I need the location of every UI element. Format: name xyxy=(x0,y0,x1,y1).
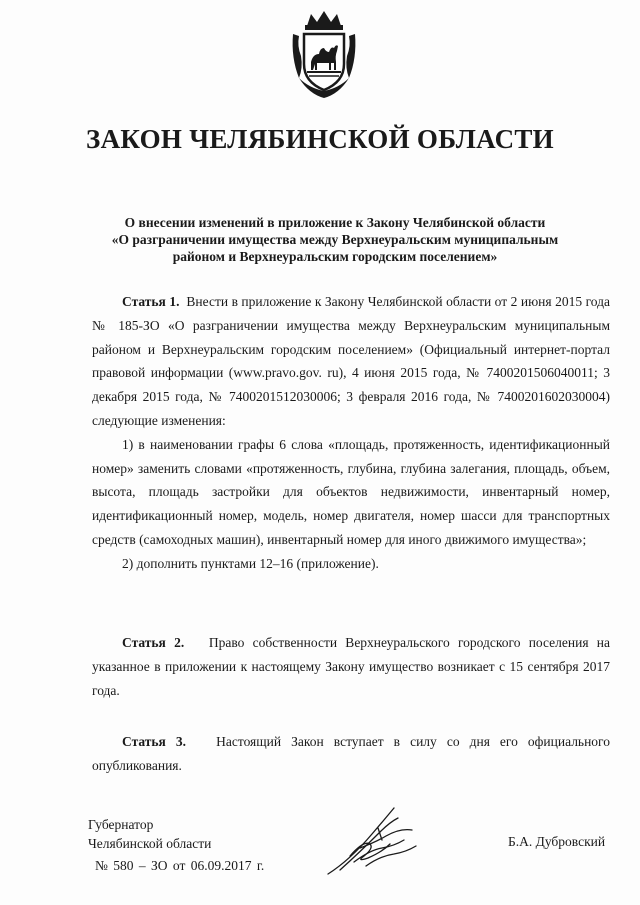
law-title: ЗАКОН ЧЕЛЯБИНСКОЙ ОБЛАСТИ xyxy=(86,124,554,154)
registration-from: от xyxy=(172,858,186,873)
article-3 xyxy=(92,730,610,778)
registration-number: № 580 – ЗО xyxy=(95,858,168,873)
article-2-text: Право собственности Верхнеуральского городского поселения на указанное в приложении к настоящему Закону имущество возникает с 15 сентября 2017 года. xyxy=(92,635,610,698)
signer-name: Б.А. Дубровский xyxy=(508,834,606,849)
article-1-item-2: 2) дополнить пунктами 12–16 (приложение). xyxy=(122,555,379,571)
signatory-position xyxy=(88,815,211,853)
coat-of-arms-icon xyxy=(289,8,359,102)
article-3-label: Статья 3. xyxy=(122,734,186,749)
signatory-position-line: Губернатор xyxy=(88,817,154,832)
article-1 xyxy=(92,290,610,576)
handwritten-signature-icon xyxy=(320,800,425,880)
subject-line: О внесении изменений в приложение к Закону Челябинской области xyxy=(124,215,546,230)
article-2-paragraph xyxy=(92,631,610,702)
article-2 xyxy=(92,631,610,702)
law-subject xyxy=(100,214,570,265)
subject-line: «О разграничении имущества между Верхнеуральским муниципальным xyxy=(111,232,559,247)
registration-line xyxy=(95,858,264,874)
article-1-label: Статья 1. xyxy=(122,294,180,309)
article-1-paragraph xyxy=(92,290,610,433)
subject-line: районом и Верхнеуральским городским поселением» xyxy=(172,249,498,264)
article-1-item-1: 1) в наименовании графы 6 слова «площадь, протяженность, идентификационный номер» заменить словами «протяженность, глубина, глубина залегания, площадь, объем, высота, площадь застройки для объектов недвижимости, инвентарный номер, идентификационный номер, модель, номер двигателя, номер шасси для транспортных средств (самоходных машин), инвентарный номер для иного движимого имущества»; xyxy=(92,436,610,547)
article-2-label: Статья 2. xyxy=(122,635,185,650)
article-1-intro: Внести в приложение к Закону Челябинской области от 2 июня 2015 года № 185-ЗО «О разграничении имущества между Верхнеуральским муниципальным районом и Верхнеуральским городским поселением» (Официальный интернет-портал правовой информации (www.pravo.gov. ru), 4 июня 2015 года, № 7400201506040011; 3 декабря 2015 года, № 7400201512030006; 3 февраля 2016 года, № 7400201602030004) следующие изменения: xyxy=(92,294,611,428)
signatory-position-line: Челябинской области xyxy=(88,836,212,851)
article-3-text: Настоящий Закон вступает в силу со дня его официального опубликования. xyxy=(92,734,611,773)
registration-date: 06.09.2017 г. xyxy=(190,858,265,873)
article-3-paragraph xyxy=(92,730,610,778)
